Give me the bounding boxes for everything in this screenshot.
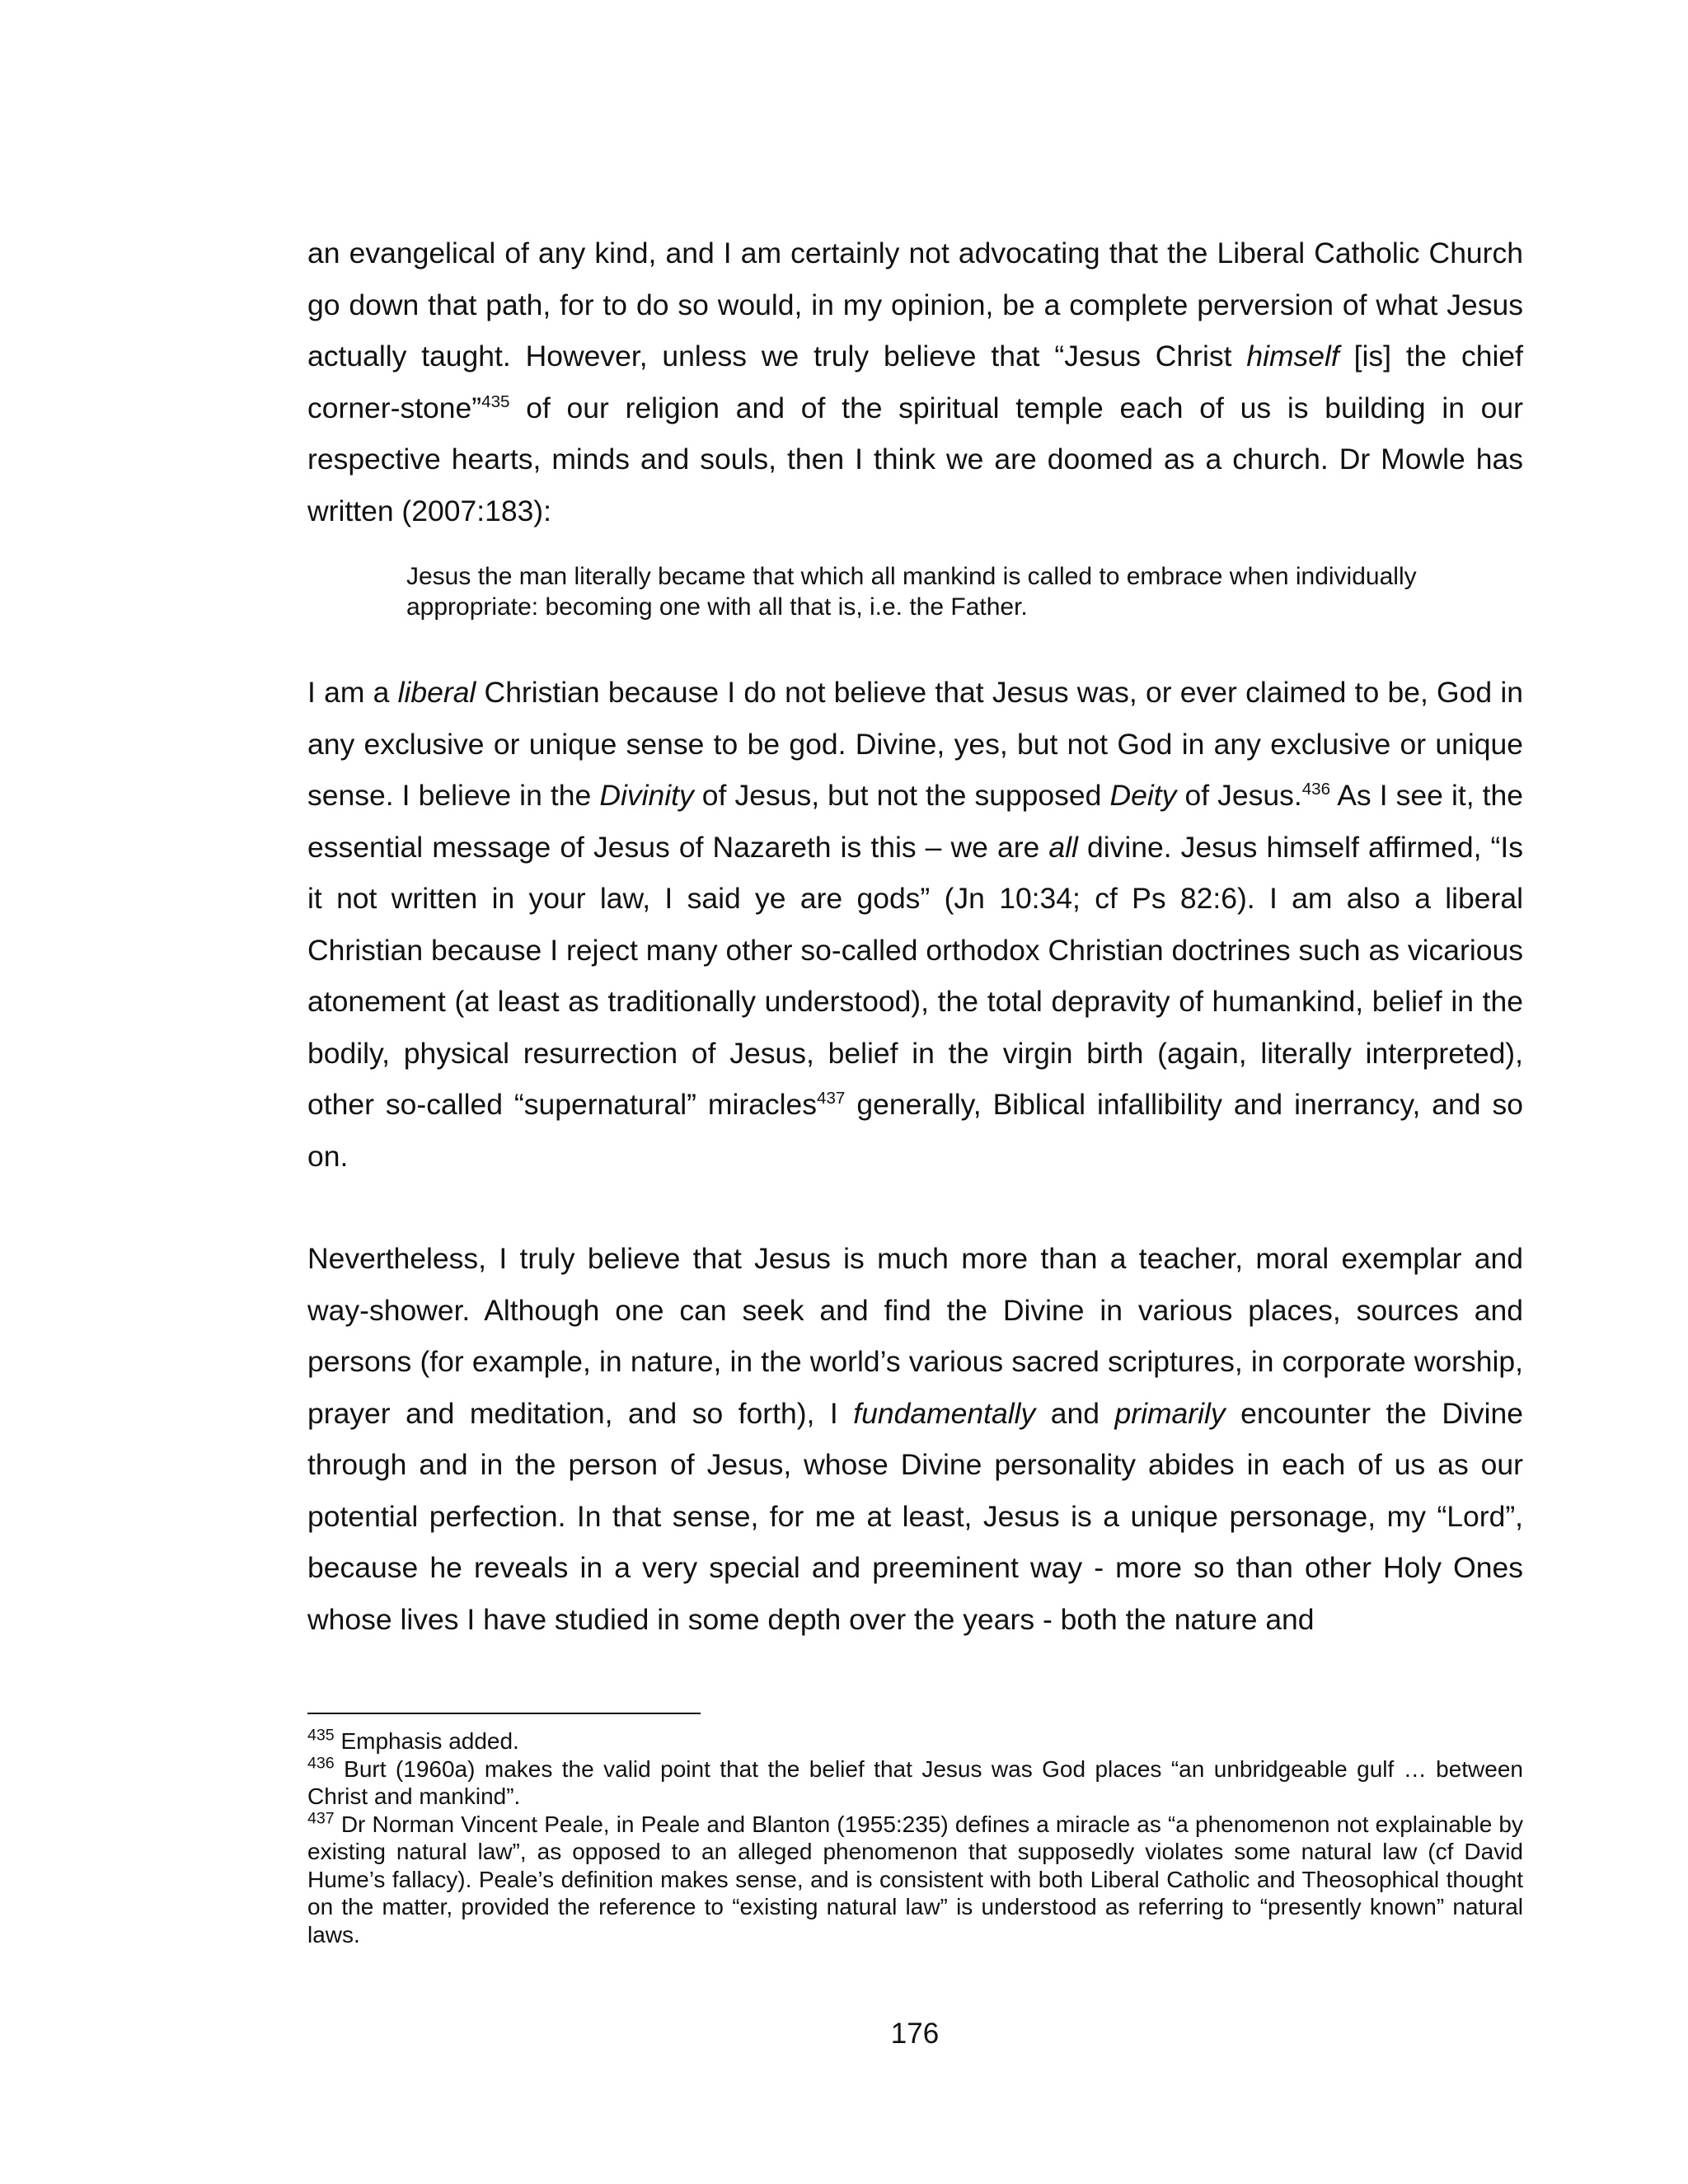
text-run: of our religion and of the spiritual temple each of us is building in our respective hearts, minds and souls, then I think we are doomed as a church. Dr Mowle has written (2007:183):	[307, 391, 1523, 527]
text-run: encounter the Divine through and in the person of Jesus, whose Divine personality abides in each of us as our potential perfection. In that sense, for me at least, Jesus is a unique personage, my “Lord”, because he reveals in a very special and preeminent way - more so than other Holy Ones whose lives I have studied in some depth over the years - both the nature and	[307, 1396, 1523, 1636]
paragraph-2	[307, 667, 1523, 1182]
footnote-436	[307, 1755, 1523, 1811]
block-quote: Jesus the man literally became that which all mankind is called to embrace when individually appropriate: becoming one with all that is, i.e. the Father.	[406, 563, 1417, 621]
text-run: Christian because I do not believe that Jesus was, or ever claimed to be, God in any exclusive or unique sense to be god. Divine, yes, but not God in any exclusive or unique sense. I believe in the	[307, 676, 1523, 812]
text-run: of Jesus.	[1176, 779, 1302, 812]
text-run: Nevertheless, I truly believe that Jesus is much more than a teacher, moral exemplar and way-shower. Although one can seek and find the Divine in various places, sources and persons (for example, in nature, in the world’s various sacred scriptures, in corporate worship, prayer and meditation, and so forth), I	[307, 1242, 1523, 1430]
footnote-number: 437	[307, 1809, 335, 1828]
emphasis: liberal	[397, 676, 476, 709]
footnote-number: 436	[307, 1754, 335, 1773]
text-run: As I see it, the essential message of Jesus of Nazareth is this – we are	[307, 779, 1523, 864]
footnote-ref-437[interactable]: 437	[817, 1089, 846, 1108]
footnote-separator	[307, 1713, 701, 1714]
footnote-text: Emphasis added.	[334, 1728, 519, 1754]
emphasis: Deity	[1109, 779, 1177, 812]
footnote-text: Burt (1960a) makes the valid point that the belief that Jesus was God places “an unbridgeable gulf … between Christ and mankind”.	[307, 1755, 1523, 1809]
text-run: I am a	[307, 676, 398, 709]
footnote-437	[307, 1811, 1523, 1949]
text-run: divine. Jesus himself affirmed, “Is it not written in your law, I said ye are gods” (Jn 10:34; cf Ps 82:6). I am also a liberal Christian because I reject many other so-called orthodox Christian doctrines such as vicarious atonement (at least as traditionally understood), the total depravity of humankind, belief in the bodily, physical resurrection of Jesus, belief in the virgin birth (again, literally interpreted), other so-called “supernatural” miracles	[307, 830, 1523, 1121]
footnote-ref-435[interactable]: 435	[481, 391, 510, 411]
text-run: and	[1035, 1396, 1115, 1430]
footnote-435	[307, 1727, 1523, 1755]
emphasis: primarily	[1114, 1396, 1226, 1430]
emphasis: himself	[1246, 340, 1339, 373]
footnote-number: 435	[307, 1726, 335, 1745]
paragraph-1	[307, 227, 1523, 537]
text-run: [is] the chief corner-stone”	[307, 340, 1523, 424]
footnote-text: Dr Norman Vincent Peale, in Peale and Blanton (1955:235) defines a miracle as “a phenomenon not explainable by existing natural law”, as opposed to an alleged phenomenon that supposedly violates some natural law (cf David Hume’s fallacy). Peale’s definition makes sense, and is consistent with both Liberal Catholic and Theosophical thought on the matter, provided the reference to “existing natural law” is understood as referring to “presently known” natural laws.	[307, 1811, 1523, 1947]
text-run: an evangelical of any kind, and I am certainly not advocating that the Liberal Catholic Church go down that path, for to do so would, in my opinion, be a complete perversion of what Jesus actually taught. However, unless we truly believe that “Jesus Christ	[307, 237, 1523, 373]
emphasis: Divinity	[599, 779, 694, 812]
text-run: generally, Biblical infallibility and inerrancy, and so on.	[307, 1088, 1523, 1173]
emphasis: all	[1048, 830, 1078, 864]
main-text	[307, 227, 1523, 1645]
page-number: 176	[890, 2018, 940, 2050]
footnote-ref-436[interactable]: 436	[1301, 780, 1331, 799]
emphasis: fundamentally	[853, 1396, 1036, 1430]
text-run: of Jesus, but not the supposed	[693, 779, 1110, 812]
footnotes	[307, 1727, 1523, 1948]
paragraph-3	[307, 1233, 1523, 1645]
